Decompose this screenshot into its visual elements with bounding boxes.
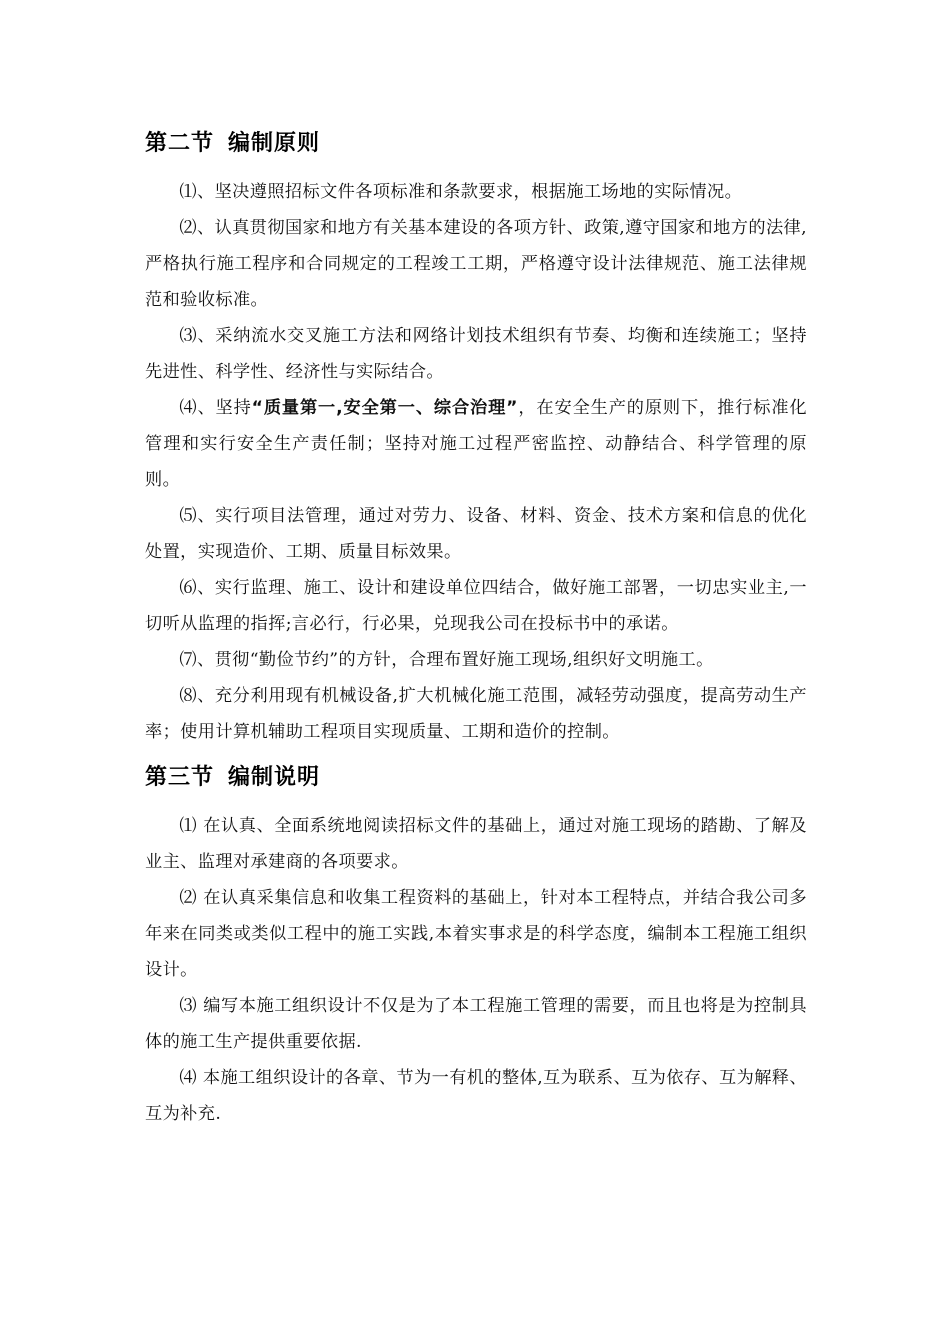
paragraph: ⑶ 编写本施工组织设计不仅是为了本工程施工管理的需要，而且也将是为控制具体的施工生产提供重要依据.	[145, 996, 807, 1052]
paragraph	[145, 390, 807, 498]
paragraph: ⑹、实行监理、施工、设计和建设单位四结合，做好施工部署，一切忠实业主,一切听从监理的指挥;言必行，行必果，兑现我公司在投标书中的承诺。	[145, 578, 807, 634]
paragraph-suffix: ，在安全生产的原则下，推行标准化管理和实行安全生产责任制；坚持对施工过程严密监控、动静结合、科学管理的原则。	[145, 398, 807, 490]
paragraph: ⑴ 在认真、全面系统地阅读招标文件的基础上，通过对施工现场的踏勘、了解及业主、监理对承建商的各项要求。	[145, 816, 807, 872]
paragraph: ⑸、实行项目法管理，通过对劳力、设备、材料、资金、技术方案和信息的优化处置，实现造价、工期、质量目标效果。	[145, 506, 807, 562]
emphasis-text: “质量第一,安全第一、综合治理”	[251, 398, 518, 418]
document-body	[145, 124, 807, 1132]
section-number: 第二节	[145, 131, 215, 156]
section-spacer	[145, 750, 807, 758]
paragraph: ⑶、采纳流水交叉施工方法和网络计划技术组织有节奏、均衡和连续施工；坚持先进性、科学性、经济性与实际结合。	[145, 326, 807, 382]
paragraph: ⑵ 在认真采集信息和收集工程资料的基础上，针对本工程特点，并结合我公司多年来在同类或类似工程中的施工实践,本着实事求是的科学态度，编制本工程施工组织设计。	[145, 888, 807, 980]
section-title: 编制说明	[228, 765, 321, 790]
paragraph: ⑻、充分利用现有机械设备,扩大机械化施工范围，减轻劳动强度，提高劳动生产率；使用计算机辅助工程项目实现质量、工期和造价的控制。	[145, 686, 807, 742]
section-title: 编制原则	[228, 131, 321, 156]
section-number: 第三节	[145, 765, 215, 790]
section-heading	[145, 758, 807, 798]
paragraph: ⑺、贯彻“勤俭节约”的方针，合理布置好施工现场,组织好文明施工。	[179, 650, 714, 670]
paragraph-prefix: ⑷、坚持	[179, 398, 252, 418]
paragraph: ⑵、认真贯彻国家和地方有关基本建设的各项方针、政策,遵守国家和地方的法律,严格执行施工程序和合同规定的工程竣工工期，严格遵守设计法律规范、施工法律规范和验收标准。	[145, 218, 807, 310]
paragraph: ⑷ 本施工组织设计的各章、节为一有机的整体,互为联系、互为依存、互为解释、互为补充.	[145, 1068, 807, 1124]
section-heading	[145, 124, 807, 164]
paragraph: ⑴、坚决遵照招标文件各项标准和条款要求，根据施工场地的实际情况。	[179, 182, 743, 202]
